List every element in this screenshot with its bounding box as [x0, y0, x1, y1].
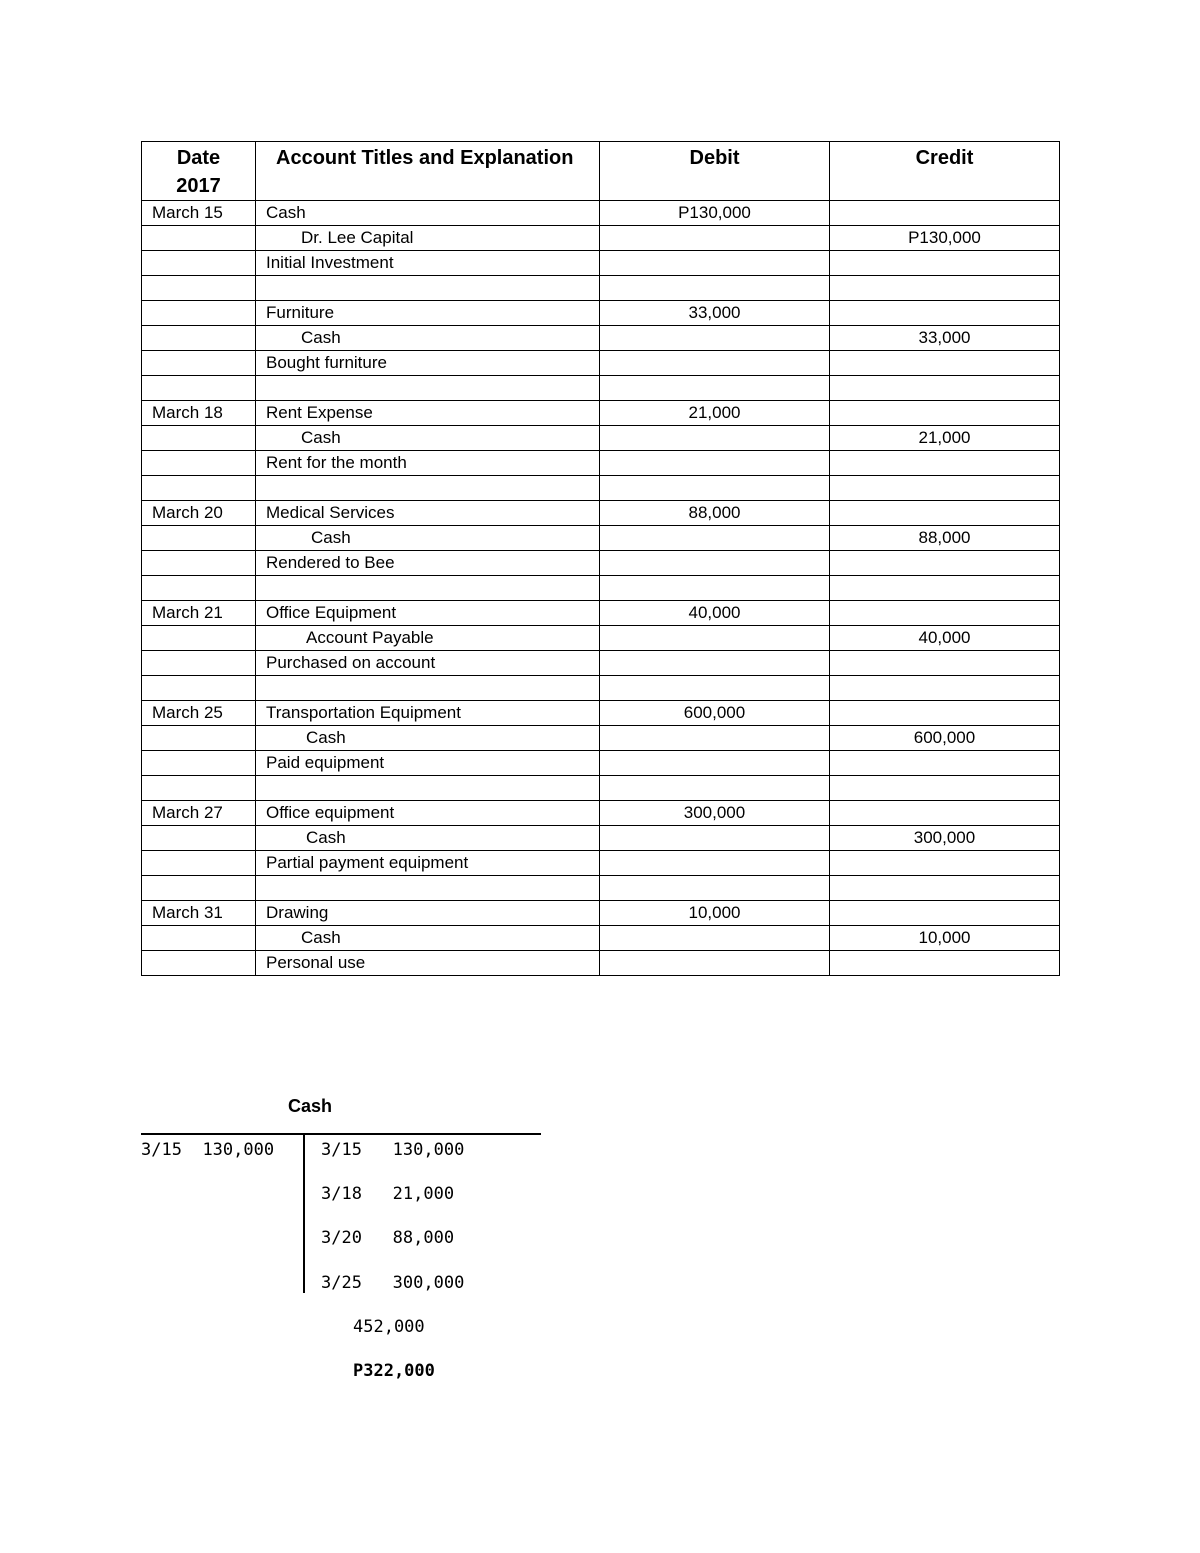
t-credit-amount: 300,000: [392, 1273, 465, 1293]
journal-debit-cell: 21,000: [600, 401, 830, 426]
journal-credit-cell: [830, 851, 1060, 876]
header-debit: Debit: [600, 142, 830, 201]
journal-credit-cell: [830, 251, 1060, 276]
cash-t-account: [141, 1092, 561, 1392]
journal-credit-cell: 21,000: [830, 426, 1060, 451]
journal-account-cell: Rent for the month: [256, 451, 600, 476]
journal-body: [142, 201, 1060, 976]
journal-account-cell: [256, 276, 600, 301]
journal-credit-cell: [830, 301, 1060, 326]
journal-credit-cell: [830, 951, 1060, 976]
t-credit-entry: [321, 1140, 464, 1160]
journal-date-cell: [142, 376, 256, 401]
journal-debit-cell: 10,000: [600, 901, 830, 926]
journal-date-cell: [142, 451, 256, 476]
journal-debit-cell: [600, 551, 830, 576]
journal-date-cell: [142, 851, 256, 876]
journal-date-cell: [142, 751, 256, 776]
journal-date-cell: [142, 476, 256, 501]
journal-credit-cell: [830, 201, 1060, 226]
journal-row: [142, 526, 1060, 551]
journal-row: [142, 601, 1060, 626]
journal-account-cell: [256, 476, 600, 501]
t-credit-date: 3/15: [321, 1140, 362, 1160]
journal-credit-cell: [830, 676, 1060, 701]
journal-debit-cell: 300,000: [600, 801, 830, 826]
journal-account-cell: [256, 776, 600, 801]
journal-account-cell: Cash: [256, 426, 600, 451]
journal-debit-cell: [600, 926, 830, 951]
t-credit-amount: 21,000: [392, 1184, 455, 1204]
journal-credit-cell: [830, 876, 1060, 901]
journal-row: [142, 626, 1060, 651]
journal-account-cell: Account Payable: [256, 626, 600, 651]
journal-account-cell: Initial Investment: [256, 251, 600, 276]
header-account: Account Titles and Explanation: [256, 142, 600, 201]
journal-row: [142, 576, 1060, 601]
journal-row: [142, 801, 1060, 826]
journal-debit-cell: 40,000: [600, 601, 830, 626]
t-debit-entry: [141, 1140, 274, 1160]
journal-row: [142, 926, 1060, 951]
journal-date-cell: [142, 776, 256, 801]
journal-credit-cell: 10,000: [830, 926, 1060, 951]
journal-account-cell: Office Equipment: [256, 601, 600, 626]
journal-account-cell: [256, 876, 600, 901]
journal-credit-cell: [830, 576, 1060, 601]
journal-row: [142, 826, 1060, 851]
journal-row: [142, 376, 1060, 401]
journal-debit-cell: [600, 351, 830, 376]
t-credit-date: 3/18: [321, 1184, 362, 1204]
journal-row: [142, 676, 1060, 701]
journal-row: [142, 651, 1060, 676]
t-credit-date: 3/20: [321, 1228, 362, 1248]
journal-row: [142, 476, 1060, 501]
journal-account-cell: [256, 676, 600, 701]
journal-credit-cell: [830, 376, 1060, 401]
journal-account-cell: Cash: [256, 201, 600, 226]
journal-credit-cell: [830, 451, 1060, 476]
journal-row: [142, 226, 1060, 251]
journal-row: [142, 901, 1060, 926]
t-account-top-rule: [141, 1133, 541, 1135]
journal-row: [142, 201, 1060, 226]
journal-credit-cell: [830, 401, 1060, 426]
journal-credit-cell: 33,000: [830, 326, 1060, 351]
journal-date-cell: [142, 951, 256, 976]
journal-row: [142, 701, 1060, 726]
journal-row: [142, 876, 1060, 901]
journal-credit-cell: 600,000: [830, 726, 1060, 751]
journal-debit-cell: [600, 376, 830, 401]
journal-date-cell: [142, 526, 256, 551]
journal-debit-cell: [600, 851, 830, 876]
journal-date-cell: [142, 551, 256, 576]
journal-debit-cell: [600, 251, 830, 276]
journal-credit-cell: 40,000: [830, 626, 1060, 651]
journal-debit-cell: [600, 826, 830, 851]
journal-account-cell: Dr. Lee Capital: [256, 226, 600, 251]
header-date-label: Date: [176, 147, 221, 169]
journal-debit-cell: [600, 651, 830, 676]
journal-date-cell: [142, 276, 256, 301]
journal-date-cell: [142, 326, 256, 351]
journal-table: [141, 141, 1060, 976]
journal-credit-cell: [830, 651, 1060, 676]
journal-debit-cell: [600, 226, 830, 251]
journal-debit-cell: [600, 476, 830, 501]
journal-date-cell: March 15: [142, 201, 256, 226]
journal-date-cell: March 27: [142, 801, 256, 826]
journal-credit-cell: [830, 351, 1060, 376]
journal-debit-cell: 600,000: [600, 701, 830, 726]
journal-credit-cell: [830, 601, 1060, 626]
journal-row: [142, 326, 1060, 351]
journal-debit-cell: [600, 326, 830, 351]
journal-debit-cell: [600, 726, 830, 751]
journal-debit-cell: [600, 526, 830, 551]
journal-row: [142, 726, 1060, 751]
journal-credit-cell: 88,000: [830, 526, 1060, 551]
journal-date-cell: March 31: [142, 901, 256, 926]
journal-account-cell: Rendered to Bee: [256, 551, 600, 576]
journal-account-cell: Personal use: [256, 951, 600, 976]
journal-credit-cell: [830, 751, 1060, 776]
t-debit-date: 3/15: [141, 1140, 182, 1160]
journal-credit-cell: P130,000: [830, 226, 1060, 251]
journal-row: [142, 851, 1060, 876]
journal-credit-cell: [830, 776, 1060, 801]
t-credit-entry: [321, 1184, 454, 1204]
t-credit-amount: 130,000: [392, 1140, 465, 1160]
journal-credit-cell: 300,000: [830, 826, 1060, 851]
journal-account-cell: [256, 576, 600, 601]
journal-date-cell: [142, 351, 256, 376]
journal-date-cell: March 25: [142, 701, 256, 726]
journal-credit-cell: [830, 801, 1060, 826]
journal-credit-cell: [830, 551, 1060, 576]
journal-row: [142, 951, 1060, 976]
journal-debit-cell: [600, 276, 830, 301]
journal-credit-cell: [830, 476, 1060, 501]
journal-date-cell: [142, 576, 256, 601]
journal-row: [142, 251, 1060, 276]
journal-debit-cell: [600, 876, 830, 901]
journal-date-cell: [142, 226, 256, 251]
t-credit-date: 3/25: [321, 1273, 362, 1293]
journal-account-cell: Office equipment: [256, 801, 600, 826]
journal-account-cell: [256, 376, 600, 401]
t-debit-amount: 130,000: [202, 1140, 275, 1160]
t-credit-entry: [321, 1273, 464, 1293]
journal-date-cell: [142, 626, 256, 651]
journal-credit-cell: [830, 701, 1060, 726]
journal-date-cell: [142, 676, 256, 701]
t-credit-amount: 88,000: [392, 1228, 455, 1248]
header-date-year: 2017: [176, 175, 221, 197]
journal-debit-cell: [600, 776, 830, 801]
journal-date-cell: March 20: [142, 501, 256, 526]
journal-row: [142, 276, 1060, 301]
journal-row: [142, 401, 1060, 426]
journal-row: [142, 751, 1060, 776]
journal-credit-cell: [830, 501, 1060, 526]
header-date: [142, 142, 256, 201]
journal-row: [142, 501, 1060, 526]
journal-debit-cell: [600, 626, 830, 651]
journal-date-cell: [142, 826, 256, 851]
journal-row: [142, 301, 1060, 326]
journal-date-cell: [142, 876, 256, 901]
journal-row: [142, 351, 1060, 376]
journal-debit-cell: [600, 676, 830, 701]
journal-date-cell: [142, 651, 256, 676]
journal-date-cell: [142, 726, 256, 751]
journal-row: [142, 776, 1060, 801]
journal-debit-cell: [600, 951, 830, 976]
journal-credit-cell: [830, 276, 1060, 301]
journal-date-cell: [142, 301, 256, 326]
header-credit: Credit: [830, 142, 1060, 201]
journal-row: [142, 426, 1060, 451]
journal-debit-cell: P130,000: [600, 201, 830, 226]
journal-account-cell: Furniture: [256, 301, 600, 326]
journal-account-cell: Drawing: [256, 901, 600, 926]
journal-account-cell: Cash: [256, 826, 600, 851]
journal-account-cell: Cash: [256, 326, 600, 351]
journal-credit-cell: [830, 901, 1060, 926]
journal-account-cell: Paid equipment: [256, 751, 600, 776]
journal-account-cell: Cash: [256, 526, 600, 551]
journal-date-cell: [142, 426, 256, 451]
journal-debit-cell: [600, 751, 830, 776]
journal-row: [142, 451, 1060, 476]
journal-debit-cell: [600, 576, 830, 601]
journal-account-cell: Transportation Equipment: [256, 701, 600, 726]
journal-account-cell: Cash: [256, 926, 600, 951]
t-subtotal: 452,000: [353, 1317, 425, 1337]
journal-debit-cell: 33,000: [600, 301, 830, 326]
t-account-divider: [303, 1135, 305, 1293]
journal-header-row: [142, 142, 1060, 201]
journal-date-cell: March 18: [142, 401, 256, 426]
journal-account-cell: Partial payment equipment: [256, 851, 600, 876]
journal-account-cell: Cash: [256, 726, 600, 751]
journal-debit-cell: [600, 451, 830, 476]
journal-date-cell: [142, 926, 256, 951]
journal-debit-cell: 88,000: [600, 501, 830, 526]
journal-account-cell: Medical Services: [256, 501, 600, 526]
journal-account-cell: Bought furniture: [256, 351, 600, 376]
journal-date-cell: March 21: [142, 601, 256, 626]
journal-date-cell: [142, 251, 256, 276]
journal-account-cell: Rent Expense: [256, 401, 600, 426]
t-account-title: Cash: [288, 1096, 333, 1116]
journal-debit-cell: [600, 426, 830, 451]
t-balance: P322,000: [353, 1361, 435, 1381]
journal-row: [142, 551, 1060, 576]
journal-account-cell: Purchased on account: [256, 651, 600, 676]
t-credit-entry: [321, 1228, 454, 1248]
